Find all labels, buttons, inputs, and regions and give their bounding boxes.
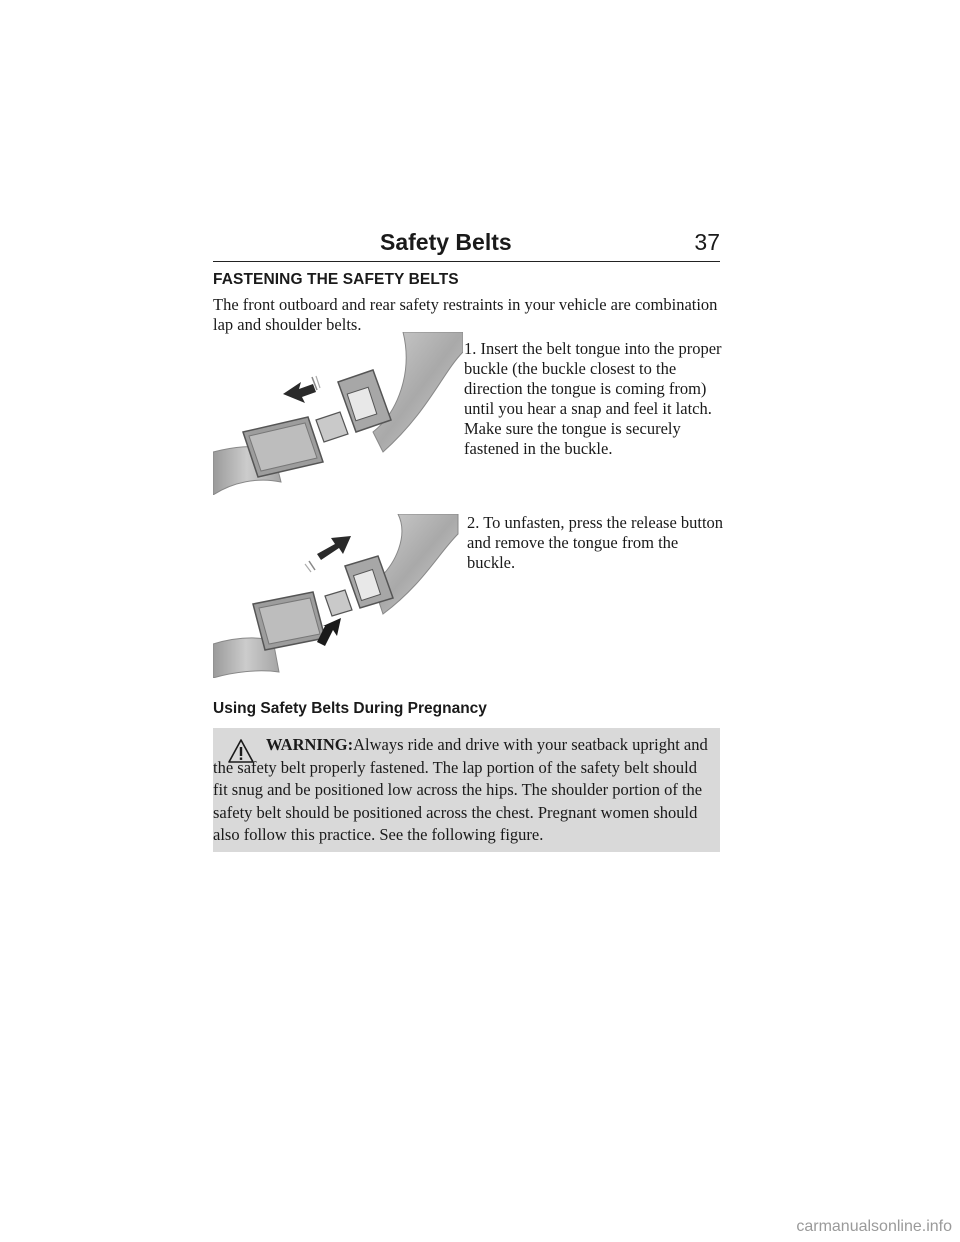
belt-release-illustration (213, 514, 463, 678)
header-title: Safety Belts (380, 229, 512, 255)
warning-label: WARNING: (266, 735, 354, 754)
belt-fasten-illustration (213, 332, 463, 495)
pregnancy-subheading: Using Safety Belts During Pregnancy (213, 700, 487, 717)
warning-body: Always ride and drive with your seatback upright and the safety belt properly fastened. The lap portion of the safety belt should fit snug and be positioned low across the hips. The shoulder portion of the safety belt should be positioned across the chest. Pregnant women should also follow this practice. See the following figure. (213, 735, 708, 844)
intro-paragraph: The front outboard and rear safety restraints in your vehicle are combination lap and shoulder belts. (213, 295, 718, 334)
page-header (213, 225, 720, 262)
warning-text (213, 734, 708, 847)
page-number: 37 (694, 229, 720, 255)
step-2-text: 2. To unfasten, press the release button and remove the tongue from the buckle. (467, 513, 724, 572)
warning-box (213, 728, 720, 852)
step-1-text: 1. Insert the belt tongue into the proper buckle (the buckle closest to the direction the tongue is coming from) until you hear a snap and feel it latch. Make sure the tongue is securely fastened in the buckle. (464, 339, 722, 458)
watermark: carmanualsonline.info (796, 1218, 952, 1235)
section-title: FASTENING THE SAFETY BELTS (213, 271, 459, 288)
